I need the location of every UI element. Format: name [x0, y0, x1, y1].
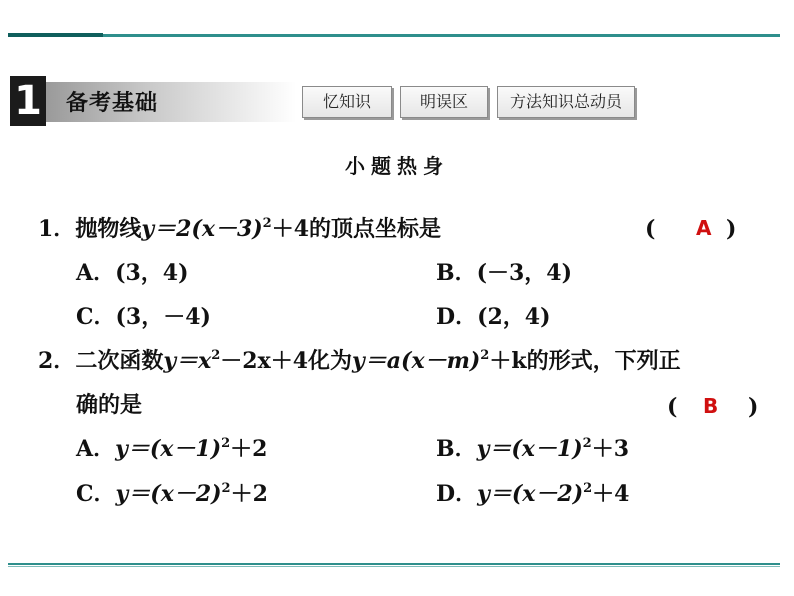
- section-title: 备考基础: [66, 91, 159, 116]
- q1-stem-pre: 抛物线: [75, 216, 142, 242]
- q2-option-c: [76, 479, 268, 509]
- top-rule-accent: [8, 33, 103, 37]
- q1-expression: y＝2(x－3): [141, 216, 263, 242]
- q1-option-d: D．(2，4): [436, 304, 551, 330]
- tab-method-summary[interactable]: 方法知识总动员: [497, 86, 635, 118]
- question-2-stem: [38, 346, 681, 376]
- q2-option-b-sup: 2: [582, 436, 592, 451]
- q2-option-d-expr: y＝(x－2): [477, 481, 584, 507]
- top-rule: [8, 34, 780, 37]
- question-1-stem: [38, 214, 441, 244]
- q2-option-b-expr: y＝(x－1): [476, 436, 583, 462]
- q2-option-d-sup: 2: [583, 481, 593, 496]
- tab-recall-knowledge[interactable]: 忆知识: [302, 86, 392, 118]
- q2-exponent-2: 2: [480, 348, 490, 363]
- q2-option-a: [76, 434, 267, 464]
- q2-exponent-1: 2: [211, 348, 221, 363]
- q1-option-a: A．(3，4): [76, 260, 189, 286]
- q1-stem-post: ＋4的顶点坐标是: [271, 216, 442, 242]
- q2-stem-e: ＋k的形式，下列正: [489, 348, 681, 374]
- q2-option-b-tail: ＋3: [591, 436, 629, 462]
- q2-open-paren: (: [667, 394, 678, 420]
- q1-exponent: 2: [262, 216, 272, 231]
- page-heading: 小题热身: [345, 154, 449, 178]
- q1-number: 1．: [38, 216, 76, 242]
- q2-option-a-expr: y＝(x－1): [115, 436, 222, 462]
- bottom-rule-thin: [8, 566, 780, 567]
- q2-stem-line2: 确的是: [76, 392, 143, 418]
- q2-option-b: [436, 434, 629, 464]
- q2-stem-a: 二次函数: [75, 348, 164, 374]
- q1-open-paren: (: [645, 216, 656, 242]
- q2-option-c-sup: 2: [221, 481, 231, 496]
- section-number: 1: [10, 76, 46, 126]
- q2-number: 2．: [38, 348, 76, 374]
- q2-option-d-label: D．: [436, 481, 478, 507]
- q2-close-paren: ): [748, 394, 759, 420]
- bottom-rule: [8, 563, 780, 565]
- q1-answer: A: [696, 216, 712, 240]
- q1-option-b: B．(－3，4): [436, 260, 573, 286]
- q2-stem-d: y＝a(x－m): [352, 348, 481, 374]
- q2-stem-c: －2x＋4化为: [220, 348, 353, 374]
- q2-option-c-tail: ＋2: [230, 481, 268, 507]
- q1-option-c: C．(3，－4): [76, 304, 211, 330]
- q1-close-paren: ): [726, 216, 737, 242]
- q2-option-a-sup: 2: [221, 436, 231, 451]
- q2-answer: B: [703, 394, 719, 418]
- q2-option-d: [436, 479, 629, 509]
- q2-stem-b: y＝x: [163, 348, 212, 374]
- q2-option-b-label: B．: [436, 436, 477, 462]
- tab-clarify-mistakes[interactable]: 明误区: [400, 86, 488, 118]
- q2-option-c-expr: y＝(x－2): [115, 481, 222, 507]
- q2-option-d-tail: ＋4: [592, 481, 630, 507]
- q2-option-a-label: A．: [76, 436, 116, 462]
- q2-option-a-tail: ＋2: [230, 436, 268, 462]
- q2-option-c-label: C．: [76, 481, 116, 507]
